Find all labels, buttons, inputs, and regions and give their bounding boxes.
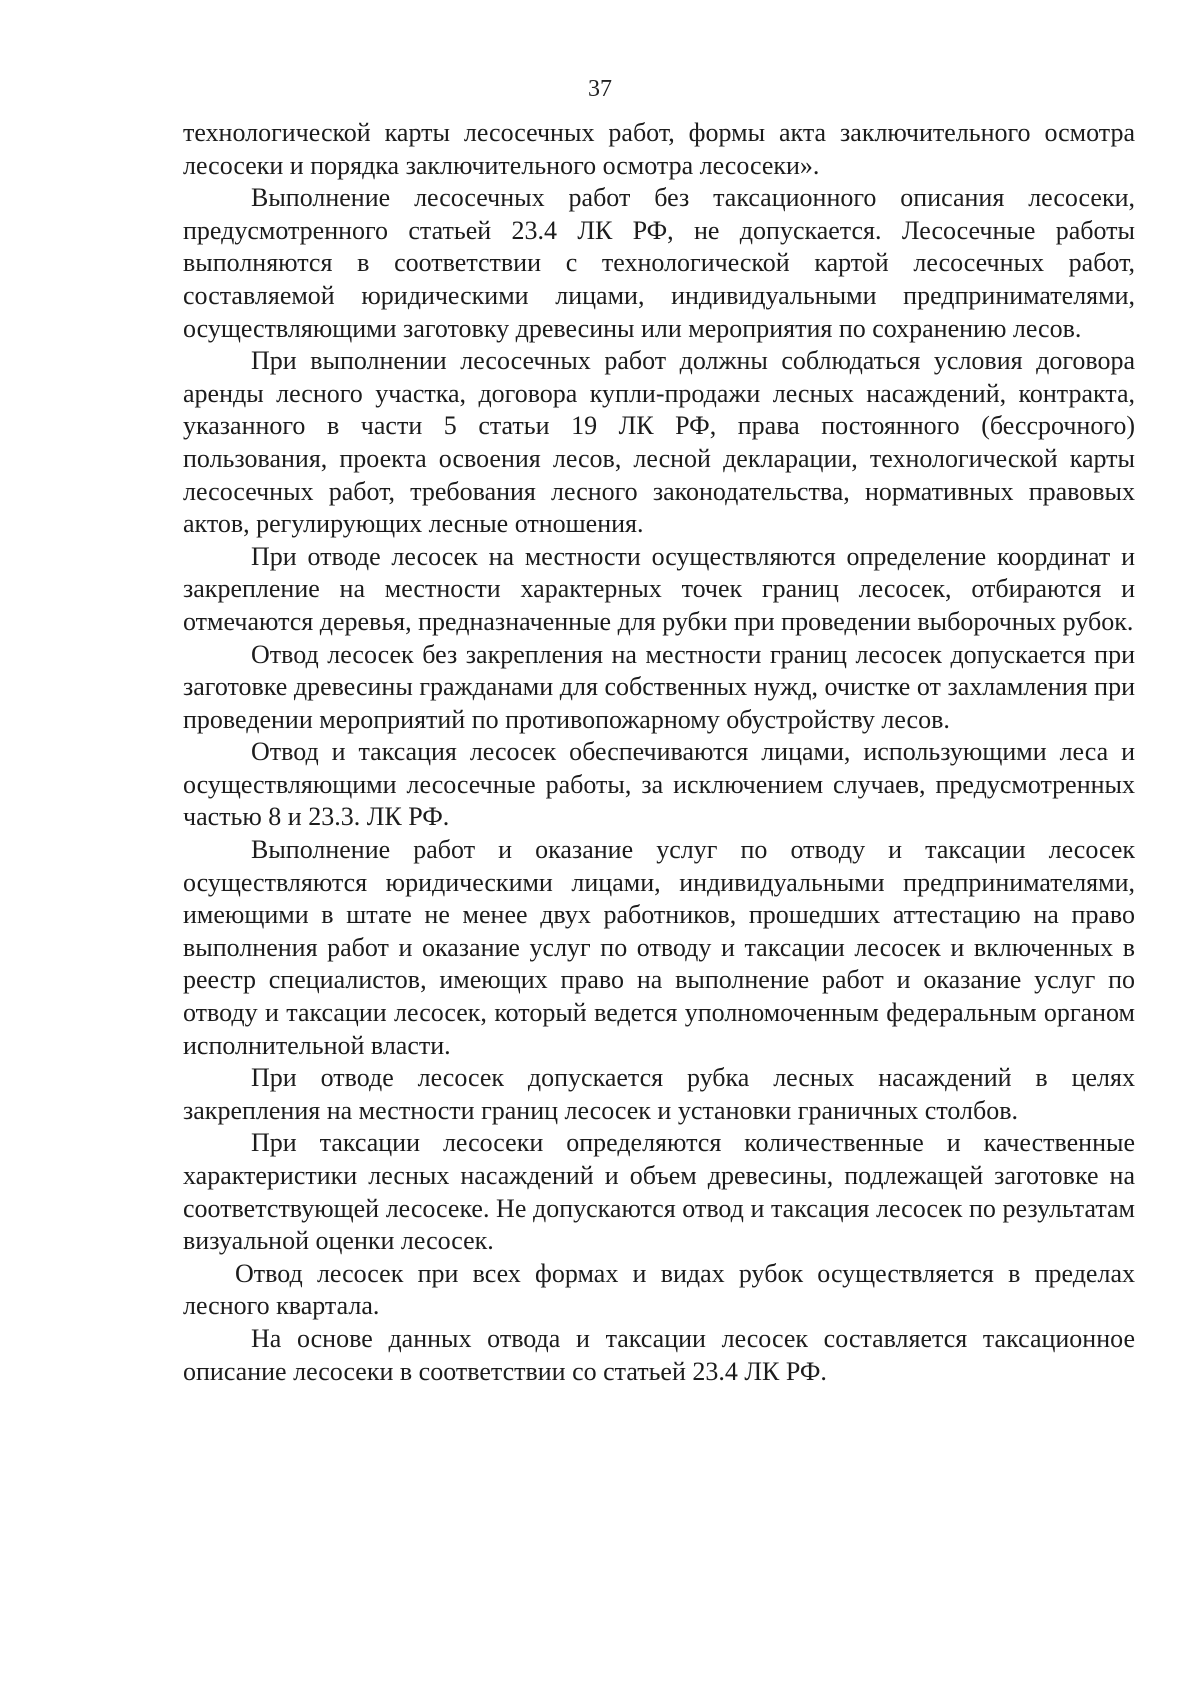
paragraph: Отвод и таксация лесосек обеспечиваются лицами, использующими леса и осуществляющими лесосечные работы, за исключением случаев, предусмотренных частью 8 и 23.3. ЛК РФ.	[183, 737, 1135, 832]
paragraph: При таксации лесосеки определяются количественные и качественные характеристики лесных насаждений и объем древесины, подлежащей заготовке на соответствующей лесосеке. Не допускаются отвод и таксация лесосек по результатам визуальной оценки лесосек.	[183, 1128, 1135, 1256]
paragraph-continuation: технологической карты лесосечных работ, формы акта заключительного осмотра лесосеки и порядка заключительного осмотра лесосеки».	[183, 118, 1135, 180]
paragraph: На основе данных отвода и таксации лесосек составляется таксационное описание лесосеки в соответствии со статьей 23.4 ЛК РФ.	[183, 1323, 1135, 1386]
paragraph: Выполнение работ и оказание услуг по отводу и таксации лесосек осуществляются юридическими лицами, индивидуальными предпринимателями, имеющими в штате не менее двух работников, прошедших аттестацию на право выполнения работ и оказание услуг по отводу и таксации лесосек и включенных в реестр специалистов, имеющих право на выполнение работ и оказание услуг по отводу и таксации лесосек, который ведется уполномоченным федеральным органом исполнительной власти.	[183, 835, 1135, 1060]
paragraph: При выполнении лесосечных работ должны соблюдаться условия договора аренды лесного участка, договора купли-продажи лесных насаждений, контракта, указанного в части 5 статьи 19 ЛК РФ, права постоянного (бессрочного) пользования, проекта освоения лесов, лесной декларации, технологической карты лесосечных работ, требования лесного законодательства, нормативных правовых актов, регулирующих лесные отношения.	[183, 346, 1135, 539]
document-body	[183, 117, 1135, 1388]
paragraph: При отводе лесосек допускается рубка лесных насаждений в целях закрепления на местности границ лесосек и установки граничных столбов.	[183, 1063, 1135, 1125]
paragraph: Выполнение лесосечных работ без таксационного описания лесосеки, предусмотренного статьей 23.4 ЛК РФ, не допускается. Лесосечные работы выполняются в соответствии с технологической картой лесосечных работ, составляемой юридическими лицами, индивидуальными предпринимателями, осуществляющими заготовку древесины или мероприятия по сохранению лесов.	[183, 183, 1135, 343]
paragraph: При отводе лесосек на местности осуществляются определение координат и закрепление на местности характерных точек границ лесосек, отбираются и отмечаются деревья, предназначенные для рубки при проведении выборочных рубок.	[183, 541, 1135, 636]
paragraph: Отвод лесосек при всех формах и видах рубок осуществляется в пределах лесного квартала.	[183, 1258, 1135, 1321]
paragraph: Отвод лесосек без закрепления на местности границ лесосек допускается при заготовке древесины гражданами для собственных нужд, очистке от захламления при проведении мероприятий по противопожарному обустройству лесов.	[183, 639, 1135, 734]
page-number: 37	[588, 76, 612, 102]
